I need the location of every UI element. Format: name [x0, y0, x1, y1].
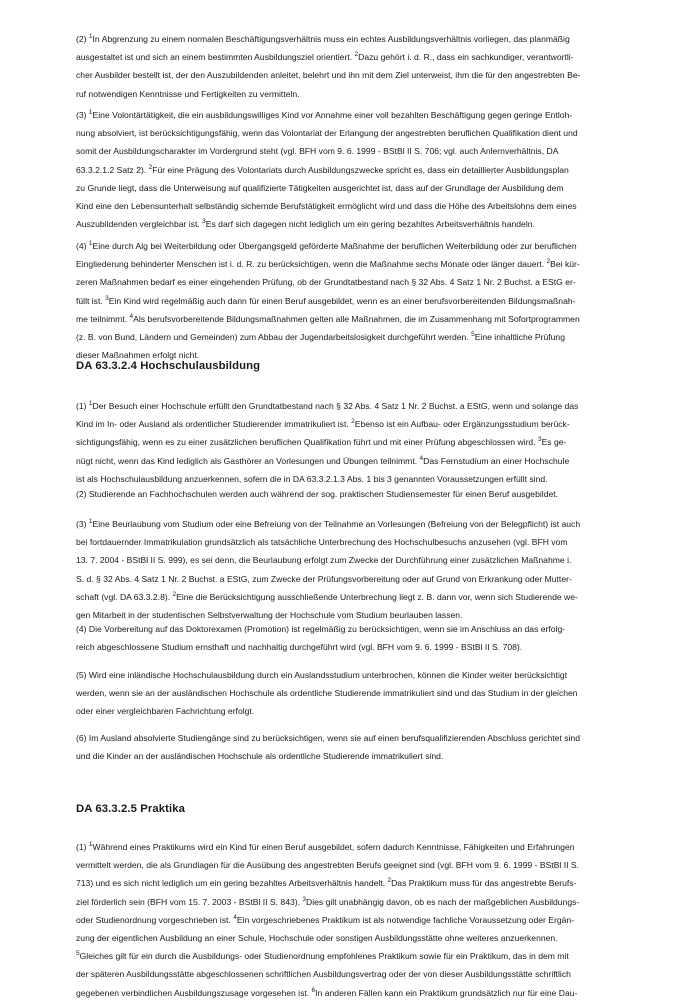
paragraph-4: (4) $^1$Eine durch Alg bei Weiterbildung oder Übergangsgeld geförderte Maßnahme der beruflichen Weiterbildung oder zur beruflichen Eingliederung behinderter Menschen ist i. d. R. zu berücksichtigen, wenn die Maßnahme sechs Monate oder länger dauert. $^2$Bei kür- zeren Maßnahmen bedarf es einer eingehenden Prüfung, ob der Grundtatbestand nach § 32 Abs. 4 Satz 1 Nr. 2 Buchst. a EStG er- füllt ist. $^3$Ein Kind wird regelmäßig auch dann für einen Beruf ausgebildet, wenn es an einer berufsvorbereitenden Bildungsmaßnah- me teilnimmt. $^4$Als berufsvorbereitende Bildungsmaßnahmen gelten alle Maßnahmen, die im Zusammenhang mit Sofortprogrammen (z. B. von Bund, Ländern und Gemeinden) zum Abbau der Jugendarbeitslosigkeit durchgeführt werden. $^5$Eine inhaltliche Prüfung dieser Maßnahmen erfolgt nicht.	[76, 240, 580, 361]
section-heading-praktika: DA 63.3.2.5 Praktika	[76, 803, 185, 815]
paragraph-hs-1: (1) $^1$Der Besuch einer Hochschule erfüllt den Grundtatbestand nach § 32 Abs. 4 Satz 1 Nr. 2 Buchst. a EStG, wenn und solange das Kind im In- oder Ausland als ordentlicher Studierender immatrikuliert ist. $^2$Ebenso ist ein Aufbau- oder Ergänzungsstudium berück- sichtigungsfähig, wenn es zu einer zusätzlichen beruflichen Qualifikation führt und mit einer Prüfung abgeschlossen wird. $^3$Es ge- nügt nicht, wenn das Kind lediglich als Gasthörer an Vorlesungen und Übungen teilnimmt. $^4$Das Fernstudium an einer Hochschule ist als Hochschulausbildung anzuerkennen, sofern die in DA 63.3.2.1.3 Abs. 1 bis 3 genannten Voraussetzungen erfüllt sind.	[76, 400, 579, 484]
paragraph-hs-5: (5) Wird eine inländische Hochschulausbildung durch ein Auslandsstudium unterbrochen, können die Kinder weiter berücksichtigt werden, wenn sie an der ausländischen Hochschule als ordentliche Studierende immatrikuliert sind und das Studium in der gleichen oder einer vergleichbaren Fachrichtung erfolgt.	[76, 670, 578, 717]
section-heading-hochschulausbildung: DA 63.3.2.4 Hochschulausbildung	[76, 360, 261, 372]
paragraph-hs-3: (3) $^1$Eine Beurlaubung vom Studium oder eine Befreiung von der Teilnahme an Vorlesungen (Befreiung von der Belegpflicht) ist auch bei fortdauernder Immatrikulation grundsätzlich als tatsächliche Unterbrechung des Hochschulbesuchs anzusehen (vgl. BFH vom 13. 7. 2004 - BStBl II S. 999), es sei denn, die Beurlaubung erfolgt zum Zwecke der Durchführung einer zusätzlichen Maßnahme i. S. d. § 32 Abs. 4 Satz 1 Nr. 2 Buchst. a EStG, zum Zwecke der Prüfungsvorbereitung oder auf Grund von Erkrankung oder Mutter- schaft (vgl. DA 63.3.2.8). $^2$Eine die Berücksichtigung ausschließende Unterbrechung liegt z. B. dann vor, wenn sich Studierende we- gen Mitarbeit in der studentischen Selbstverwaltung der Hochschule vom Studium beurlauben lassen.	[76, 518, 581, 621]
paragraph-hs-4: (4) Die Vorbereitung auf das Doktorexamen (Promotion) ist regelmäßig zu berücksichtigen, wenn sie im Anschluss an das erfolg- reich abgeschlossene Studium ernsthaft und nachhaltig durchgeführt wird (vgl. BFH vom 9. 6. 1999 - BStBl II S. 708).	[76, 624, 566, 653]
paragraph-2: (2) $^1$In Abgrenzung zu einem normalen Beschäftigungsverhältnis muss ein echtes Ausbildungsverhältnis vorliegen, das planmäßig ausgestaltet ist und sich an einem bestimmten Ausbildungsziel orientiert. $^2$Dazu gehört i. d. R., dass ein sachkundiger, verantwortli- cher Ausbilder bestellt ist, der den Auszubildenden anleitet, belehrt und ihn mit dem Ziel unterweist, ihm die für den angestrebten Be- ruf notwendigen Kenntnisse und Fertigkeiten zu vermitteln.	[76, 33, 581, 99]
paragraph-3: (3) $^1$Eine Volontärtätigkeit, die ein ausbildungswilliges Kind vor Annahme einer voll bezahlten Beschäftigung gegen geringe Entloh- nung absolviert, ist berücksichtigungsfähig, wenn das Volontariat der Erlangung der angestrebten beruflichen Qualifikation dient und somit der Ausbildungscharakter im Vordergrund steht (vgl. BFH vom 9. 6. 1999 - BStBl II S. 706; vgl. auch Anlernverhältnis, DA 63.3.2.1.2 Satz 2). $^2$Für eine Prägung des Volontariats durch Ausbildungszwecke spricht es, dass ein detaillierter Ausbildungsplan zu Grunde liegt, dass die Unterweisung auf qualifizierte Tätigkeiten ausgerichtet ist, dass auf der Grundlage der Ausbildung dem Kind eine den Lebensunterhalt selbständig sichernde Berufstätigkeit ermöglicht wird und dass die Höhe des Arbeitslohns dem eines Auszubildenden vergleichbar ist. $^3$Es darf sich dagegen nicht lediglich um ein gering bezahltes Arbeitsverhältnis handeln.	[76, 109, 578, 230]
paragraph-hs-6: (6) Im Ausland absolvierte Studiengänge sind zu berücksichtigen, wenn sie auf einen berufsqualifizierenden Abschluss gerichtet sind und die Kinder an der ausländischen Hochschule als ordentliche Studierende immatrikuliert sind.	[76, 733, 580, 762]
paragraph-pr-1: (1) $^1$Während eines Praktikums wird ein Kind für einen Beruf ausgebildet, sofern dadurch Kenntnisse, Fähigkeiten und Erfahrungen vermittelt werden, die als Grundlagen für die Ausübung des angestrebten Berufs geeignet sind (vgl. BFH vom 9. 6. 1999 - BStBl II S. 713) und es sich nicht lediglich um ein gering bezahltes Arbeitsverhältnis handelt. $^2$Das Praktikum muss für das angestrebte Berufs- ziel förderlich sein (BFH vom 15. 7. 2003 - BStBl II S. 843). $^3$Dies gilt unabhängig davon, ob es nach der maßgeblichen Ausbildungs- oder Studienordnung vorgeschrieben ist. $^4$Ein vorgeschriebenes Praktikum ist als notwendige fachliche Voraussetzung oder Ergän- zung der eigentlichen Ausbildung an einer Schule, Hochschule oder sonstigen Ausbildungsstätte ohne weiteres anzuerkennen. $^5$Gleiches gilt für ein durch die Ausbildungs- oder Studienordnung empfohlenes Praktikum sowie für ein Praktikum, das in dem mit der späteren Ausbildungsstätte abgeschlossenen schriftlichen Ausbildungsvertrag oder der von dieser Ausbildungsstätte schriftlich gegebenen verbindlichen Ausbildungszusage vorgesehen ist. $^6$In anderen Fällen kann ein Praktikum grundsätzlich nur für eine Dau-	[76, 841, 580, 998]
paragraph-hs-2: (2) Studierende an Fachhochschulen werden auch während der sog. praktischen Studiensemester für einen Beruf ausgebildet.	[76, 489, 559, 499]
